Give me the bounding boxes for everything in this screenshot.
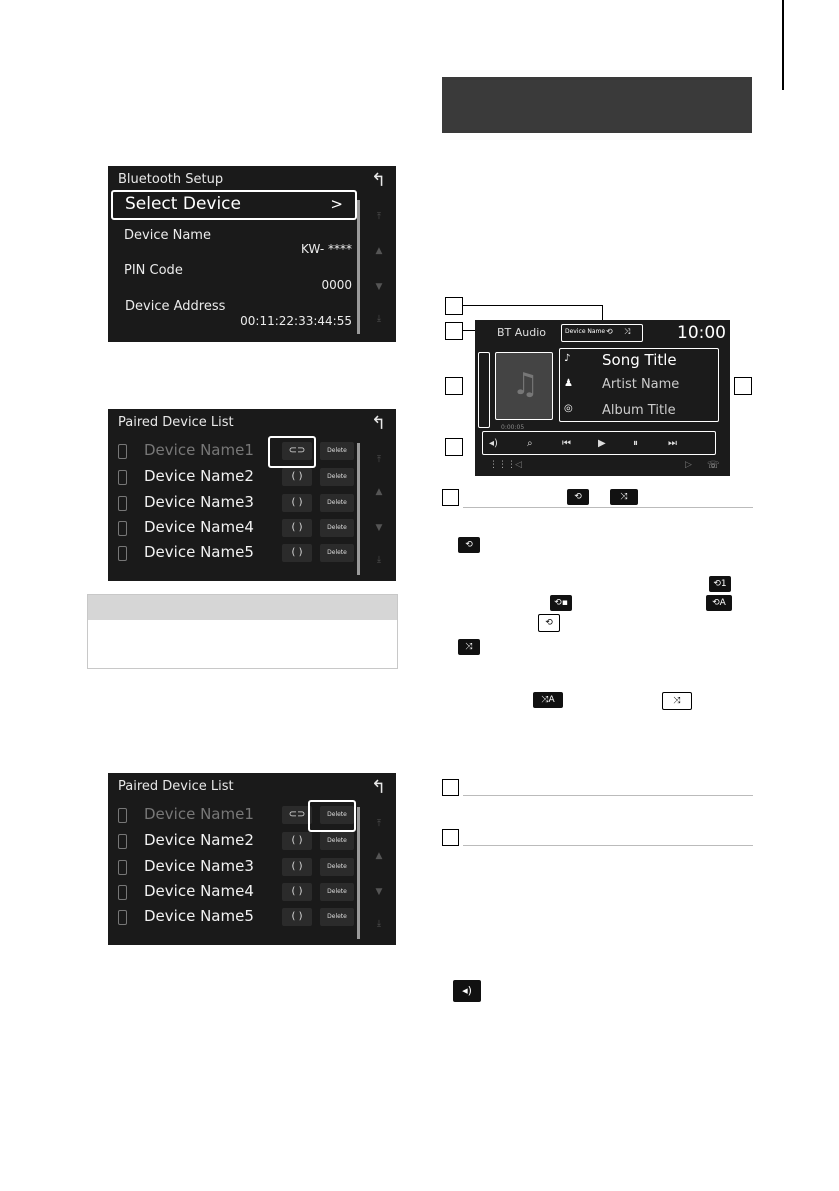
section-divider-2 bbox=[463, 795, 753, 796]
info-panel-handle[interactable] bbox=[478, 352, 490, 428]
list-item[interactable] bbox=[116, 882, 356, 904]
list-item[interactable] bbox=[116, 543, 356, 565]
next-icon[interactable]: ⏭ bbox=[668, 438, 677, 449]
section-divider-1 bbox=[463, 507, 753, 508]
repeat-all-icon: ⟲A bbox=[706, 595, 732, 611]
device-name-value: KW- **** bbox=[301, 242, 352, 256]
phone-icon bbox=[118, 834, 127, 849]
phone-icon bbox=[118, 546, 127, 561]
artist-icon: ♟ bbox=[564, 378, 573, 389]
section-number-box-3 bbox=[442, 829, 459, 846]
phone-icon[interactable]: ☏ bbox=[707, 460, 720, 471]
list-item[interactable] bbox=[116, 493, 356, 515]
list-item[interactable] bbox=[116, 441, 356, 463]
repeat-icon[interactable]: ⟲ bbox=[606, 327, 613, 336]
scroll-top-icon[interactable]: ⤒ bbox=[377, 455, 381, 465]
phone-icon bbox=[118, 444, 127, 459]
list-item[interactable] bbox=[116, 518, 356, 540]
scrollbar[interactable] bbox=[357, 443, 360, 575]
scroll-bottom-icon[interactable]: ⤓ bbox=[377, 314, 381, 324]
search-icon[interactable]: ⌕ bbox=[527, 438, 533, 449]
delete-button[interactable]: Delete bbox=[320, 519, 354, 537]
device-name-chip: Device Name bbox=[565, 328, 606, 335]
repeat-folder-icon: ⟲▪ bbox=[550, 595, 572, 611]
album-art[interactable] bbox=[495, 352, 553, 420]
back-arrow-icon[interactable]: ↰ bbox=[370, 170, 386, 191]
select-device-label: Select Device bbox=[125, 194, 241, 214]
link-icon[interactable]: ( ) bbox=[282, 883, 312, 901]
list-item[interactable] bbox=[116, 831, 356, 853]
link-icon[interactable]: ( ) bbox=[282, 908, 312, 926]
play-icon[interactable]: ▶ bbox=[598, 438, 606, 449]
phone-icon bbox=[118, 470, 127, 485]
scroll-up-icon[interactable]: ▲ bbox=[375, 487, 383, 497]
song-icon: ♪ bbox=[564, 353, 571, 364]
paired-device-list-screen-2 bbox=[108, 773, 396, 945]
highlight-box bbox=[268, 436, 316, 468]
delete-button[interactable]: Delete bbox=[320, 858, 354, 876]
device-name: Device Name5 bbox=[144, 907, 254, 925]
speaker-icon: ◂) bbox=[453, 980, 481, 1002]
bt-audio-screen bbox=[475, 320, 730, 476]
link-icon[interactable]: ( ) bbox=[282, 494, 312, 512]
link-icon[interactable]: ( ) bbox=[282, 519, 312, 537]
section-header-bar bbox=[442, 77, 752, 133]
delete-button[interactable]: Delete bbox=[320, 832, 354, 850]
elapsed-time: 0:00:05 bbox=[501, 424, 525, 431]
list-item[interactable] bbox=[116, 467, 356, 489]
scroll-bottom-icon[interactable]: ⤓ bbox=[377, 555, 381, 565]
phone-icon bbox=[118, 910, 127, 925]
right-arrow-icon[interactable]: ▷ bbox=[685, 460, 692, 470]
callout-5 bbox=[734, 377, 752, 395]
device-name: Device Name3 bbox=[144, 857, 254, 875]
callout-1 bbox=[445, 297, 463, 315]
note-box bbox=[87, 594, 398, 669]
artist-name: Artist Name bbox=[602, 377, 680, 392]
back-arrow-icon[interactable]: ↰ bbox=[370, 777, 386, 798]
callout-2 bbox=[445, 322, 463, 340]
list-item[interactable] bbox=[116, 907, 356, 929]
phone-icon bbox=[118, 496, 127, 511]
device-name: Device Name5 bbox=[144, 543, 254, 561]
pin-code-label: PIN Code bbox=[124, 263, 183, 278]
callout-leader-1b bbox=[602, 305, 603, 320]
delete-button[interactable]: Delete bbox=[320, 494, 354, 512]
random-off-icon: ⤨ bbox=[662, 692, 692, 710]
section-divider-3 bbox=[463, 845, 753, 846]
phone-icon bbox=[118, 885, 127, 900]
screen-title: Paired Device List bbox=[118, 415, 234, 430]
link-icon[interactable]: ( ) bbox=[282, 858, 312, 876]
highlight-box bbox=[308, 800, 356, 832]
pause-icon[interactable]: ⏸ bbox=[633, 438, 638, 449]
device-name: Device Name2 bbox=[144, 467, 254, 485]
callout-leader-1 bbox=[462, 305, 603, 306]
device-address-label: Device Address bbox=[125, 299, 226, 314]
music-note-icon: ♫ bbox=[512, 367, 539, 402]
scrollbar[interactable] bbox=[357, 807, 360, 939]
scroll-top-icon[interactable]: ⤒ bbox=[377, 212, 381, 222]
delete-button[interactable]: Delete bbox=[320, 908, 354, 926]
link-icon[interactable]: ⊂⊃ bbox=[282, 442, 312, 460]
pin-code-value: 0000 bbox=[321, 278, 352, 292]
phone-icon bbox=[118, 860, 127, 875]
link-icon[interactable]: ⊂⊃ bbox=[282, 806, 312, 824]
phone-icon bbox=[118, 808, 127, 823]
scroll-down-icon[interactable]: ▼ bbox=[375, 887, 383, 897]
screen-title: Paired Device List bbox=[118, 779, 234, 794]
device-name: Device Name4 bbox=[144, 518, 254, 536]
random-icon[interactable]: ⤨ bbox=[624, 327, 631, 336]
device-name: Device Name4 bbox=[144, 882, 254, 900]
source-title: BT Audio bbox=[497, 326, 547, 339]
select-device-button[interactable] bbox=[111, 190, 357, 220]
list-item[interactable] bbox=[116, 857, 356, 879]
menu-grid-icon[interactable]: ⋮⋮⋮ bbox=[489, 460, 516, 470]
paired-device-list-screen-1 bbox=[108, 409, 396, 581]
screen-title: Bluetooth Setup bbox=[118, 172, 224, 187]
album-title: Album Title bbox=[602, 403, 676, 418]
link-icon[interactable]: ( ) bbox=[282, 544, 312, 562]
repeat-off-icon: ⟲ bbox=[538, 614, 560, 632]
link-icon[interactable]: ( ) bbox=[282, 832, 312, 850]
device-name-label: Device Name bbox=[124, 228, 211, 243]
page-edge-line bbox=[782, 0, 784, 90]
scroll-top-icon[interactable]: ⤒ bbox=[377, 819, 381, 829]
chevron-right-icon: > bbox=[330, 195, 343, 213]
clock: 10:00 bbox=[677, 323, 726, 343]
random-all-icon: ⤨A bbox=[533, 692, 563, 708]
section-number-box-2 bbox=[442, 779, 459, 796]
scroll-up-icon[interactable]: ▲ bbox=[375, 246, 383, 256]
note-header bbox=[88, 595, 397, 620]
device-name: Device Name2 bbox=[144, 831, 254, 849]
repeat-random-box[interactable] bbox=[561, 324, 643, 342]
callout-3 bbox=[445, 377, 463, 395]
previous-icon[interactable]: ⏮ bbox=[562, 438, 571, 449]
scroll-down-icon[interactable]: ▼ bbox=[375, 523, 383, 533]
back-arrow-icon[interactable]: ↰ bbox=[370, 413, 386, 434]
bluetooth-setup-screen bbox=[108, 166, 396, 342]
repeat-icon: ⟲ bbox=[567, 489, 589, 505]
delete-button[interactable]: Delete bbox=[320, 468, 354, 486]
section-number-box-1 bbox=[442, 489, 459, 506]
phone-icon bbox=[118, 521, 127, 536]
device-address-value: 00:11:22:33:44:55 bbox=[240, 314, 352, 328]
random-icon: ⤨ bbox=[458, 639, 480, 655]
delete-button[interactable]: Delete bbox=[320, 883, 354, 901]
delete-button[interactable]: Delete bbox=[320, 442, 354, 460]
left-arrow-icon[interactable]: ◁ bbox=[515, 460, 522, 470]
delete-button[interactable]: Delete bbox=[320, 544, 354, 562]
scroll-down-icon[interactable]: ▼ bbox=[375, 282, 383, 292]
callout-4 bbox=[445, 438, 463, 456]
random-icon: ⤨ bbox=[610, 489, 638, 505]
song-title: Song Title bbox=[602, 351, 677, 369]
device-name: Device Name1 bbox=[144, 805, 254, 823]
repeat-one-icon: ⟲1 bbox=[709, 576, 731, 592]
scroll-up-icon[interactable]: ▲ bbox=[375, 851, 383, 861]
link-icon[interactable]: ( ) bbox=[282, 468, 312, 486]
scroll-bottom-icon[interactable]: ⤓ bbox=[377, 919, 381, 929]
repeat-icon: ⟲ bbox=[458, 537, 480, 553]
album-icon: ◎ bbox=[564, 403, 573, 414]
device-name: Device Name1 bbox=[144, 441, 254, 459]
speaker-icon[interactable]: ◂) bbox=[489, 438, 498, 449]
delete-button[interactable]: Delete bbox=[320, 806, 354, 824]
device-name: Device Name3 bbox=[144, 493, 254, 511]
track-info-area[interactable] bbox=[559, 348, 719, 422]
scrollbar[interactable] bbox=[357, 200, 360, 334]
